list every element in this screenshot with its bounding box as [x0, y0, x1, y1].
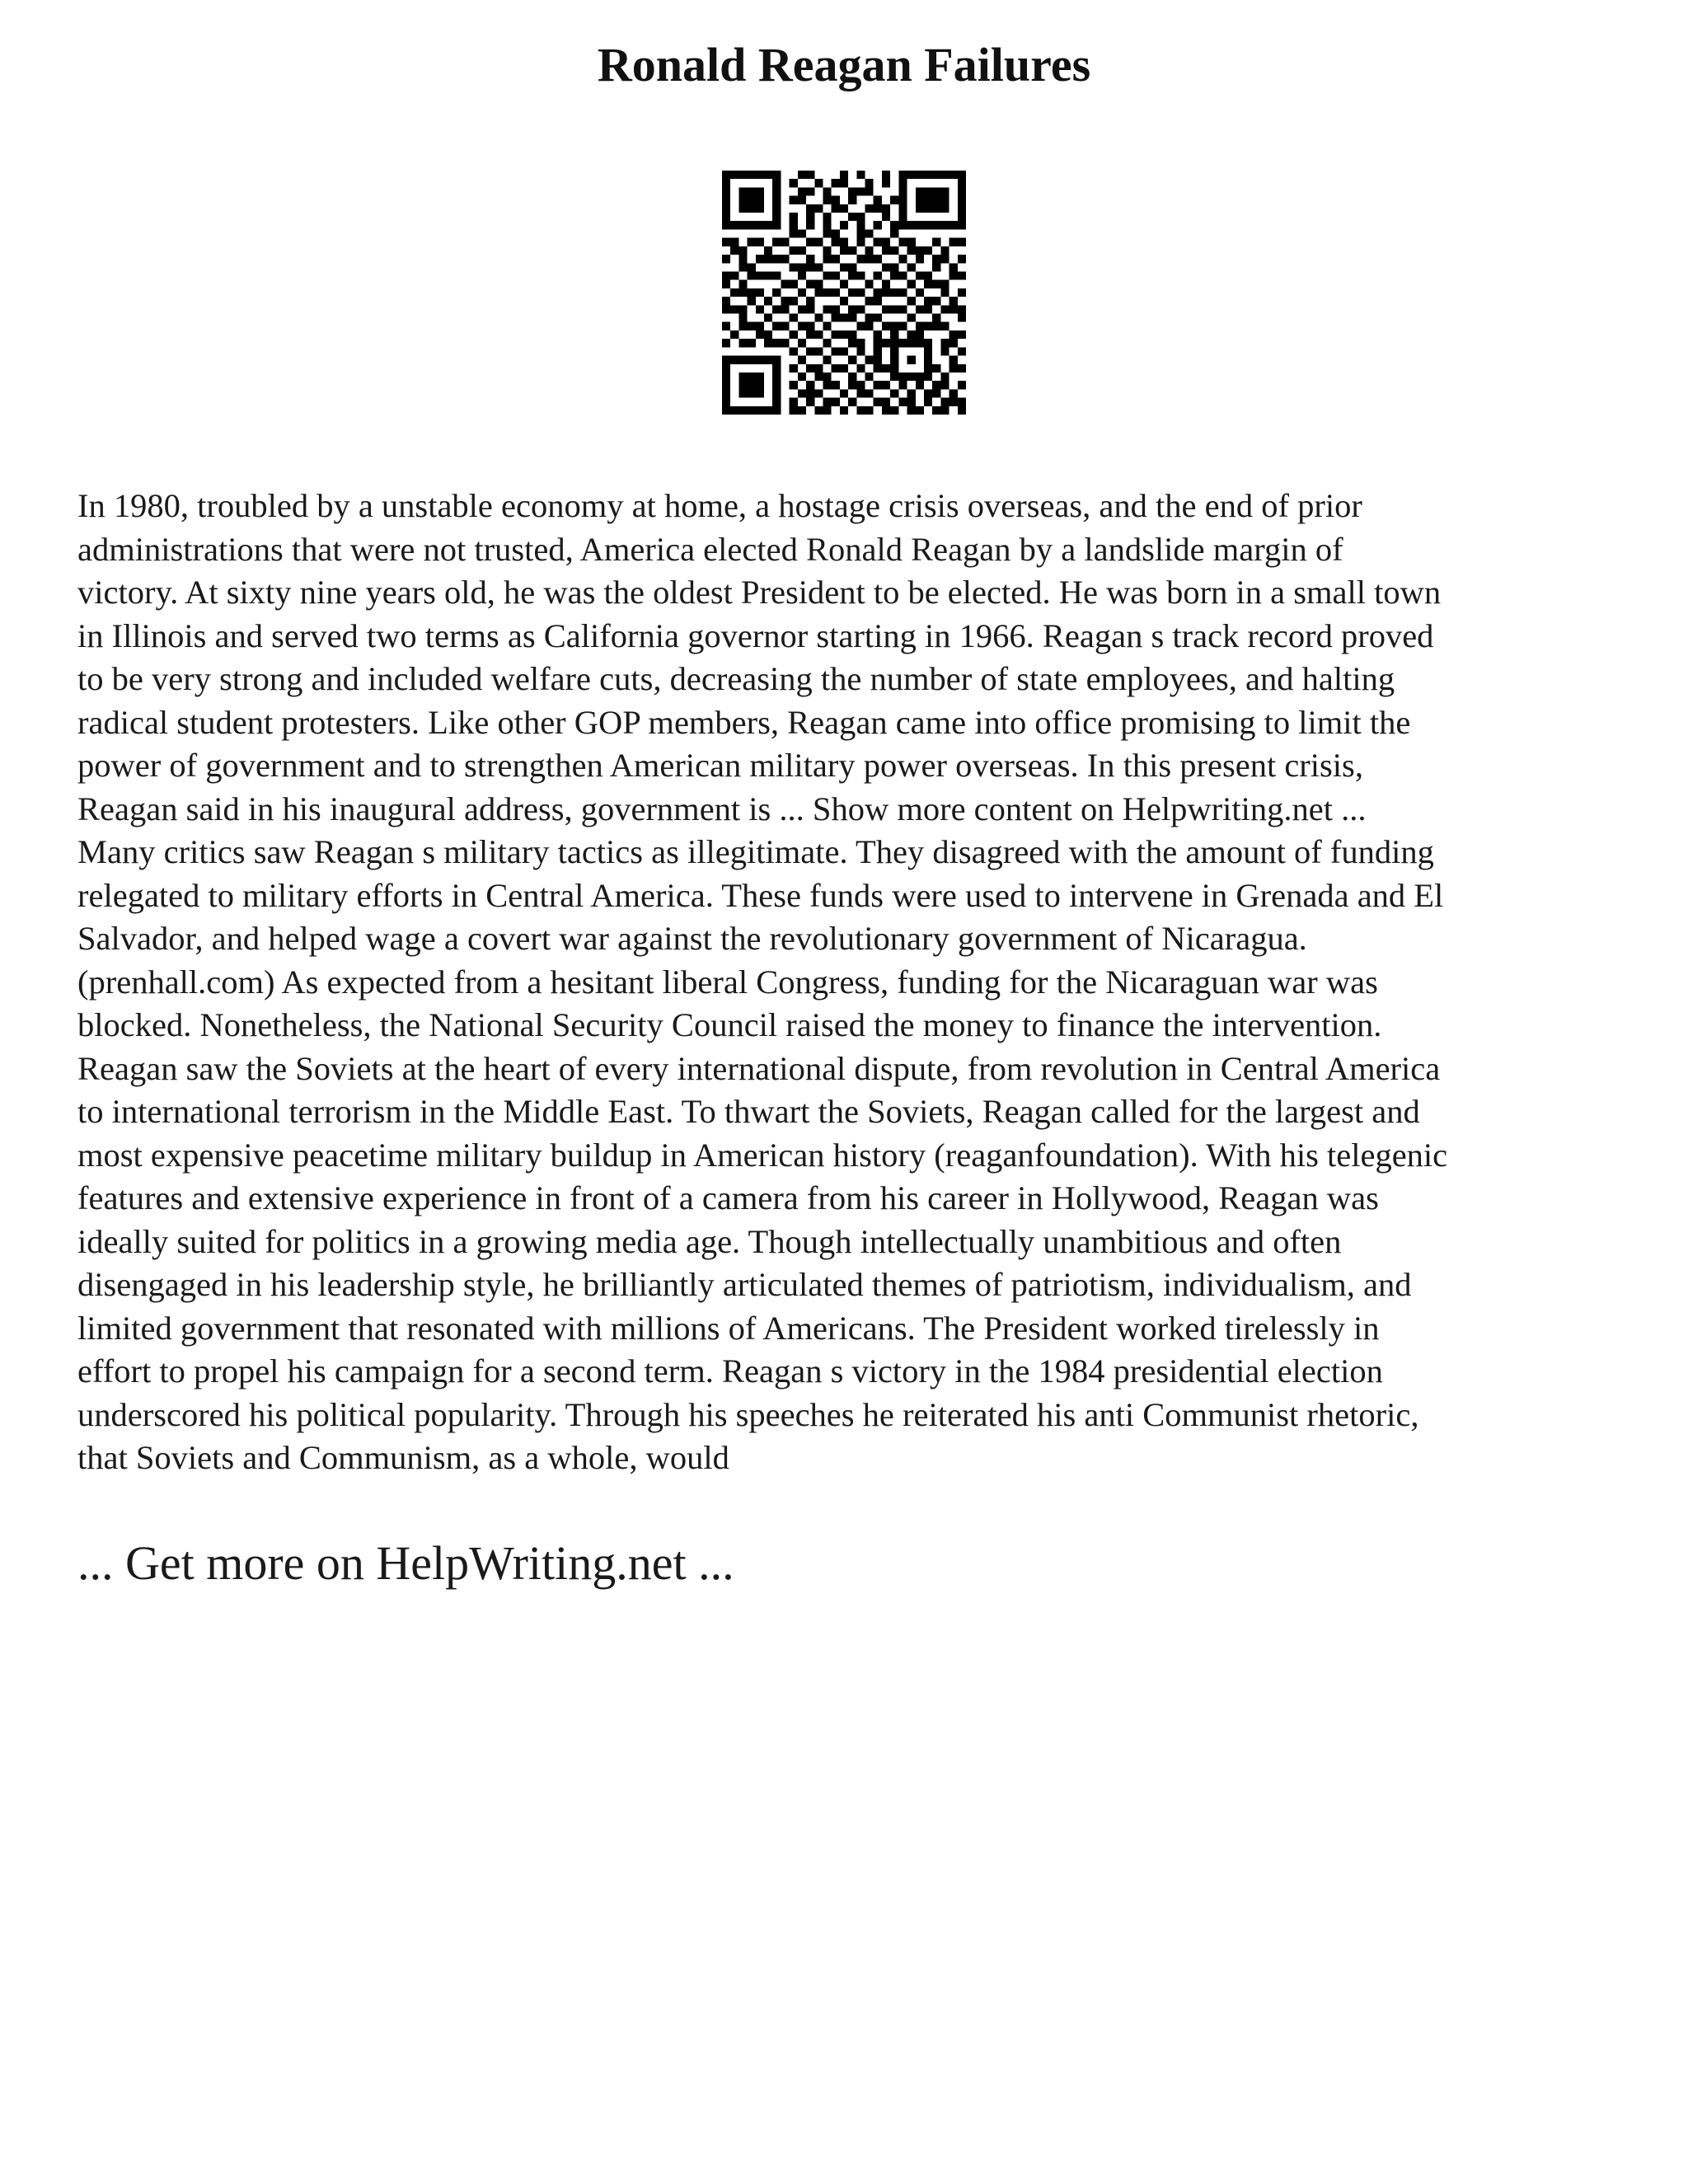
body-line: Reagan saw the Soviets at the heart of every international dispute, from revolution in Central America [77, 1049, 1441, 1087]
body-paragraph [77, 485, 1627, 1480]
body-line: limited government that resonated with millions of Americans. The President worked tirelessly in [77, 1309, 1380, 1347]
body-line: victory. At sixty nine years old, he was the oldest President to be elected. He was born in a small town [77, 574, 1442, 611]
body-line: Many critics saw Reagan s military tactics as illegitimate. They disagreed with the amount of funding [77, 833, 1434, 870]
get-more-link[interactable]: ... Get more on HelpWriting.net ... [77, 1536, 734, 1590]
body-line: relegated to military efforts in Central America. These funds were used to intervene in Grenada and El [77, 876, 1444, 914]
body-line: In 1980, troubled by a unstable economy at home, a hostage crisis overseas, and the end of prior [77, 487, 1362, 524]
body-line: most expensive peacetime military buildup in American history (reaganfoundation). With his telegenic [77, 1136, 1448, 1174]
body-line: blocked. Nonetheless, the National Security Council raised the money to finance the intervention. [77, 1006, 1382, 1043]
body-line: power of government and to strengthen American military power overseas. In this present crisis, [77, 747, 1363, 784]
body-line: that Soviets and Communism, as a whole, would [77, 1439, 729, 1476]
body-line: to be very strong and included welfare cuts, decreasing the number of state employees, and halting [77, 660, 1395, 697]
body-line: effort to propel his campaign for a second term. Reagan s victory in the 1984 presidential election [77, 1352, 1383, 1390]
body-line: in Illinois and served two terms as California governor starting in 1966. Reagan s track record proved [77, 616, 1434, 654]
body-line: underscored his political popularity. Through his speeches he reiterated his anti Communist rhetoric, [77, 1395, 1419, 1433]
body-line: Salvador, and helped wage a covert war against the revolutionary government of Nicaragua. [77, 920, 1307, 957]
body-line: Reagan said in his inaugural address, government is ... Show more content on Helpwriting.net ... [77, 790, 1367, 827]
body-line: ideally suited for politics in a growing media age. Though intellectually unambitious and often [77, 1222, 1342, 1260]
body-line: (prenhall.com) As expected from a hesitant liberal Congress, funding for the Nicaraguan war was [77, 963, 1378, 1001]
qr-code-icon[interactable] [722, 171, 966, 415]
body-line: features and extensive experience in front of a camera from his career in Hollywood, Reagan was [77, 1179, 1379, 1216]
document-title: Ronald Reagan Failures [597, 38, 1091, 91]
body-line: radical student protesters. Like other GOP members, Reagan came into office promising to limit the [77, 703, 1411, 741]
body-line: to international terrorism in the Middle East. To thwart the Soviets, Reagan called for the largest and [77, 1093, 1420, 1130]
body-line: disengaged in his leadership style, he brilliantly articulated themes of patriotism, individualism, and [77, 1266, 1412, 1303]
body-line: administrations that were not trusted, America elected Ronald Reagan by a landslide margin of [77, 530, 1343, 568]
